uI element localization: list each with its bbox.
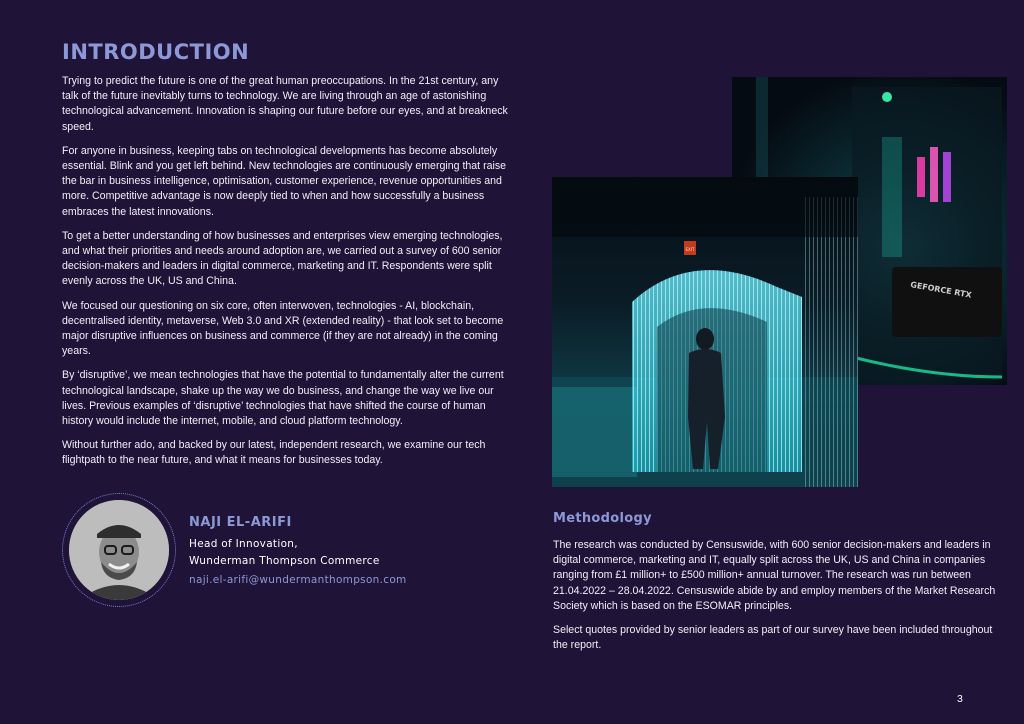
methodology-section	[553, 511, 998, 662]
author-email-link[interactable]: naji.el-arifi@wundermanthompson.com	[189, 574, 407, 586]
intro-paragraph: Trying to predict the future is one of the great human preoccupations. In the 21st century, any talk of the future inevitably turns to technology. We are living through an age of astonishing technological advancement. Innovation is shaping our future before our eyes, and at breakneck speed.	[62, 75, 508, 133]
intro-paragraph: By ‘disruptive’, we mean technologies that have the potential to fundamentally alter the current technological landscape, shake up the way we do business, and change the way we live our lives. Previous examples of ‘disruptive’ technologies that have shifted the course of human history would include the internet, mobile, and cloud platform technology.	[62, 369, 504, 428]
avatar-portrait	[69, 500, 169, 600]
intro-text	[62, 74, 512, 478]
page-number: 3	[957, 693, 963, 705]
author-role: Head of Innovation,	[189, 538, 298, 550]
author-info	[189, 515, 407, 589]
author-name: NAJI EL-ARIFI	[189, 515, 292, 530]
intro-paragraph: For anyone in business, keeping tabs on technological developments has become absolutely essential. Blink and you get left behind. New technologies are continuously emerging that raise the bar in business intelligence, optimisation, customer experience, revenue opportunities and more. Competitive advantage is now deeply tied to when and how successfully a business embraces the latest innovations.	[62, 144, 507, 218]
methodology-title: Methodology	[553, 511, 652, 526]
author-company: Wunderman Thompson Commerce	[189, 555, 380, 567]
gpu-brand-text: GEFORCE RTX	[909, 280, 973, 300]
page-title: INTRODUCTION	[62, 40, 250, 64]
light-installation-art	[552, 177, 858, 487]
intro-paragraph: Without further ado, and backed by our latest, independent research, we examine our tech flightpath to the near future, and what it means for businesses today.	[62, 439, 486, 467]
intro-paragraph: We focused our questioning on six core, often interwoven, technologies - AI, blockchain, decentralised identity, metaverse, Web 3.0 and XR (extended reality) - that look set to become major disruptive influences on business and commerce (if they are not already) in the coming years.	[62, 299, 504, 358]
methodology-paragraph: The research was conducted by Censuswide, with 600 senior decision-makers and leaders in digital commerce, marketing and IT, equally split across the UK, US and China in companies ranging from £1 million+ to £500 million+ annual turnover. The research was run between 21.04.2022 – 28.04.2022. Censuswide abide by and employ members of the Market Research Society which is based on the ESOMAR principles.	[553, 539, 996, 612]
light-installation-photo	[552, 177, 858, 487]
exit-sign: EXIT	[685, 247, 695, 252]
methodology-paragraph: Select quotes provided by senior leaders as part of our survey have been included throughout the report.	[553, 624, 993, 652]
intro-paragraph: To get a better understanding of how businesses and enterprises view emerging technologies, and what their priorities and needs around adoption are, we carried out a survey of 600 senior decision-makers and leaders in digital commerce, marketing and IT. Respondents were split evenly across the UK, US and China.	[62, 229, 503, 288]
avatar	[69, 500, 169, 600]
